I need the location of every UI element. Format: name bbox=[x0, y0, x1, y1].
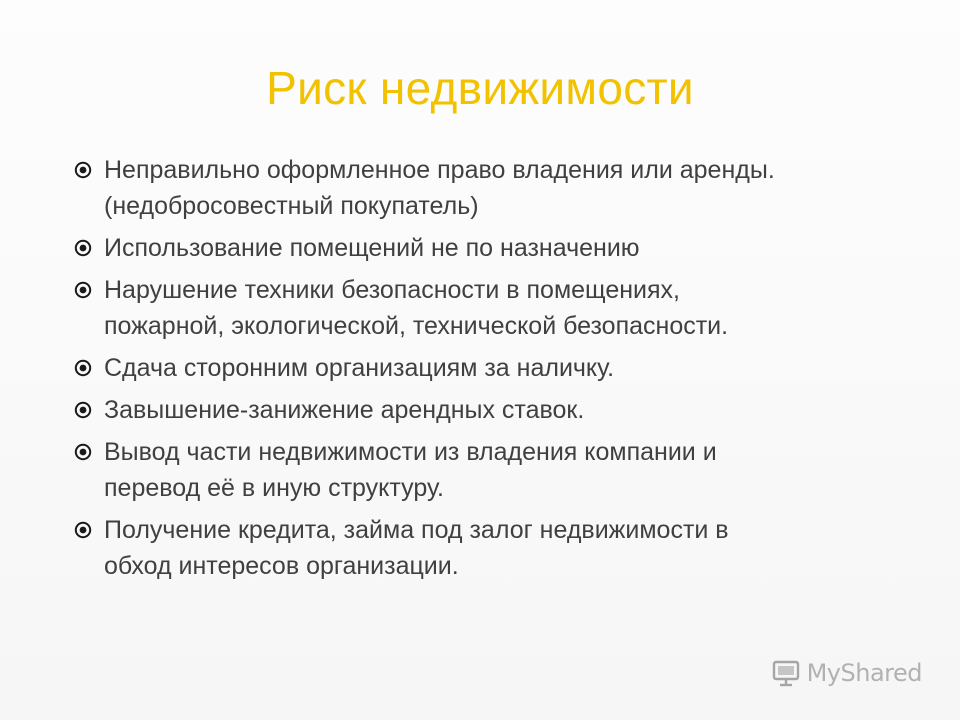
bullet-item bbox=[72, 392, 892, 428]
slide-title: Риск недвижимости bbox=[266, 62, 694, 114]
bullet-item bbox=[72, 152, 892, 224]
bullet-list bbox=[72, 152, 892, 590]
bullet-item bbox=[72, 512, 892, 584]
bullet-item bbox=[72, 434, 892, 506]
bullet-line: обход интересов организации. bbox=[104, 552, 459, 580]
bullet-line: Завышение-занижение арендных ставок. bbox=[104, 396, 585, 424]
circled-dot-bullet-icon bbox=[74, 359, 92, 377]
watermark-text: MyShared bbox=[806, 659, 922, 687]
circled-dot-bullet-icon bbox=[74, 239, 92, 257]
myshared-watermark bbox=[771, 656, 922, 690]
bullet-line: (недобросовестный покупатель) bbox=[104, 192, 479, 220]
circled-dot-bullet-icon bbox=[74, 401, 92, 419]
bullet-line: Использование помещений не по назначению bbox=[104, 234, 640, 262]
circled-dot-bullet-icon bbox=[74, 443, 92, 461]
bullet-line: Получение кредита, займа под залог недвижимости в bbox=[104, 516, 729, 544]
bullet-item bbox=[72, 350, 892, 386]
bullet-item bbox=[72, 272, 892, 344]
bullet-item bbox=[72, 230, 892, 266]
presentation-board-icon bbox=[771, 658, 801, 688]
bullet-line: перевод её в иную структуру. bbox=[104, 474, 444, 502]
circled-dot-bullet-icon bbox=[74, 161, 92, 179]
bullet-line: Нарушение техники безопасности в помещениях, bbox=[104, 276, 681, 304]
bullet-line: Сдача сторонним организациям за наличку. bbox=[104, 354, 615, 382]
bullet-line: Неправильно оформленное право владения или аренды. bbox=[104, 156, 775, 184]
bullet-line: Вывод части недвижимости из владения компании и bbox=[104, 438, 717, 466]
bullet-line: пожарной, экологической, технической безопасности. bbox=[104, 312, 729, 340]
circled-dot-bullet-icon bbox=[74, 521, 92, 539]
circled-dot-bullet-icon bbox=[74, 281, 92, 299]
